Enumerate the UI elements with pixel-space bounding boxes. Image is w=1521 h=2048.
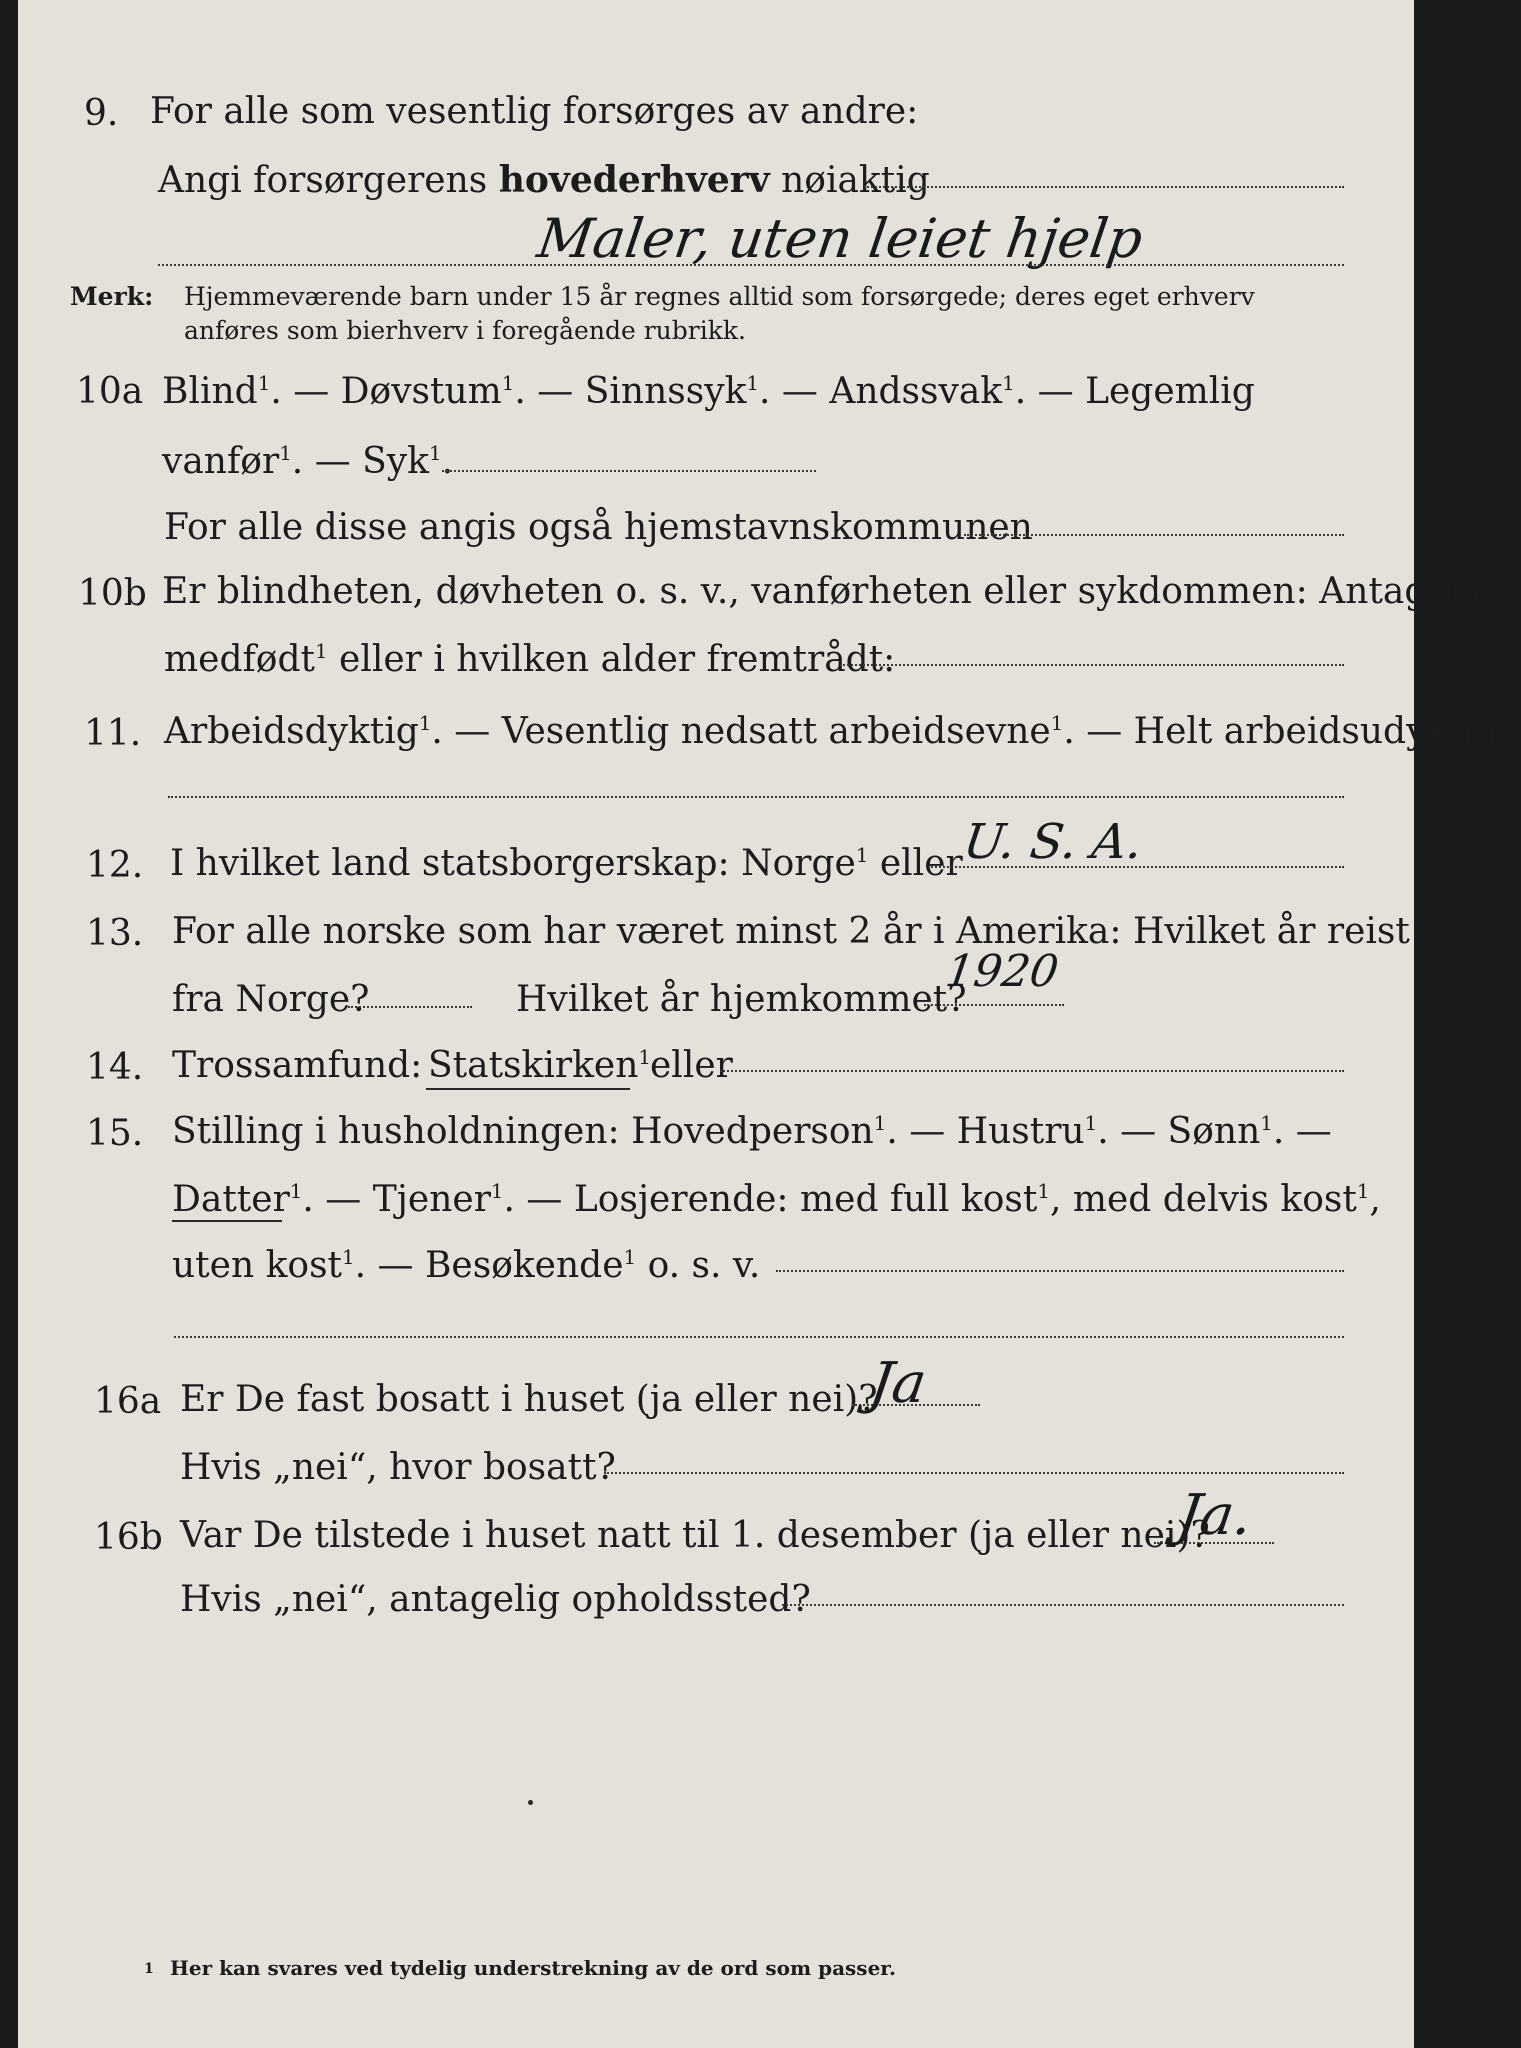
q10b-line: [840, 664, 1344, 666]
q13-line-1: For alle norske som har været minst 2 år i Amerika: Hvilket år reist: [172, 911, 1410, 952]
ink-speck: [528, 1800, 533, 1805]
q16a-number: 16a: [94, 1381, 162, 1422]
q13-hjemkommet-line: [924, 1004, 1064, 1006]
q10b-number: 10b: [78, 573, 147, 614]
q13-fra-norge-line: [348, 1006, 472, 1008]
q12-number: 12.: [86, 845, 144, 886]
q13-hjemkommet: Hvilket år hjemkommet?: [516, 979, 967, 1020]
q14-label: Trossamfund:: [172, 1045, 423, 1086]
q10a-syk-line: [442, 470, 816, 472]
merk-line-1: Hjemmeværende barn under 15 år regnes alltid som forsørgede; deres eget erhverv: [184, 282, 1255, 311]
q15-line: [776, 1270, 1344, 1272]
q9-title: For alle som vesentlig forsørges av andre:: [150, 91, 919, 132]
q16a-handwritten-answer: Ja: [865, 1351, 931, 1416]
q11-number: 11.: [84, 713, 142, 754]
q16b-hvis-nei-line: [782, 1604, 1344, 1606]
q16a-hvis-nei-line: [604, 1472, 1344, 1474]
q16b-question: Var De tilstede i huset natt til 1. desember (ja eller nei)?: [180, 1515, 1210, 1556]
q13-fra-norge: fra Norge?: [172, 979, 370, 1020]
q15-line-3: uten kost$^1$. — Besøkende$^1$ o. s. v.: [172, 1245, 761, 1286]
q16a-hvis-nei: Hvis „nei“, hvor bosatt?: [180, 1447, 616, 1488]
q10b-line-1: Er blindheten, døvheten o. s. v., vanførheten eller sykdommen: Antagelig: [162, 571, 1495, 612]
q14-line: [720, 1070, 1344, 1072]
q14-number: 14.: [86, 1047, 144, 1088]
merk-label: Merk:: [70, 282, 154, 311]
q13-number: 13.: [86, 913, 144, 954]
q9-handwritten-answer: Maler, uten leiet hjelp: [533, 207, 1147, 270]
q10a-line-1: Blind$^1$. — Døvstum$^1$. — Sinnssyk$^1$. — Andssvak$^1$. — Legemlig: [162, 371, 1255, 412]
q11-answer-line: [168, 796, 1344, 798]
q16b-number: 16b: [94, 1517, 163, 1558]
q15-line-2: Datter$^1$. — Tjener$^1$. — Losjerende: med full kost$^1$, med delvis kost$^1$,: [172, 1179, 1381, 1220]
merk-line-2: anføres som bierhverv i foregående rubrikk.: [184, 316, 746, 345]
q10a-hjemstavn: For alle disse angis også hjemstavnskommunen: [164, 507, 1033, 548]
q14-handwritten-underline: [426, 1088, 630, 1090]
q12-handwritten-answer: U. S. A.: [960, 814, 1147, 870]
q15-handwritten-underline: [172, 1220, 282, 1222]
q10a-line-2: vanfør$^1$. — Syk$^1$.: [162, 441, 454, 482]
q12-text: I hvilket land statsborgerskap: Norge$^1$ eller: [170, 843, 963, 884]
q9-prompt: Angi forsørgerens hovederhverv nøiaktig: [158, 159, 930, 201]
q15-line-1: Stilling i husholdningen: Hovedperson$^1$. — Hustru$^1$. — Sønn$^1$. —: [172, 1111, 1332, 1152]
q10a-hjemstavn-line: [964, 534, 1344, 536]
footnote-text: Her kan svares ved tydelig understrekning av de ord som passer.: [170, 1956, 896, 1980]
q14-statskirken: Statskirken$^1$: [428, 1045, 651, 1086]
q16b-handwritten-answer: Ja.: [1173, 1483, 1257, 1548]
q9-answer-line: [158, 264, 1344, 266]
q14-eller: eller: [650, 1045, 733, 1086]
census-form-page: [18, 0, 1521, 2048]
footnote-marker: 1: [144, 1961, 154, 1977]
q15-answer-line: [174, 1336, 1344, 1338]
q13-handwritten-answer: 1920: [942, 946, 1062, 997]
q15-number: 15.: [86, 1113, 144, 1154]
q10b-line-2: medfødt$^1$ eller i hvilken alder fremtrådt:: [164, 639, 896, 680]
q9-dotted-line: [864, 186, 1344, 188]
q16a-question: Er De fast bosatt i huset (ja eller nei)?: [180, 1379, 878, 1420]
q11-line: Arbeidsdyktig$^1$. — Vesentlig nedsatt arbeidsevne$^1$. — Helt arbeidsudyktig$^1$.: [164, 711, 1521, 752]
q16b-hvis-nei: Hvis „nei“, antagelig opholdssted?: [180, 1579, 811, 1620]
q9-number: 9.: [84, 93, 119, 134]
q10a-number: 10a: [76, 371, 144, 412]
